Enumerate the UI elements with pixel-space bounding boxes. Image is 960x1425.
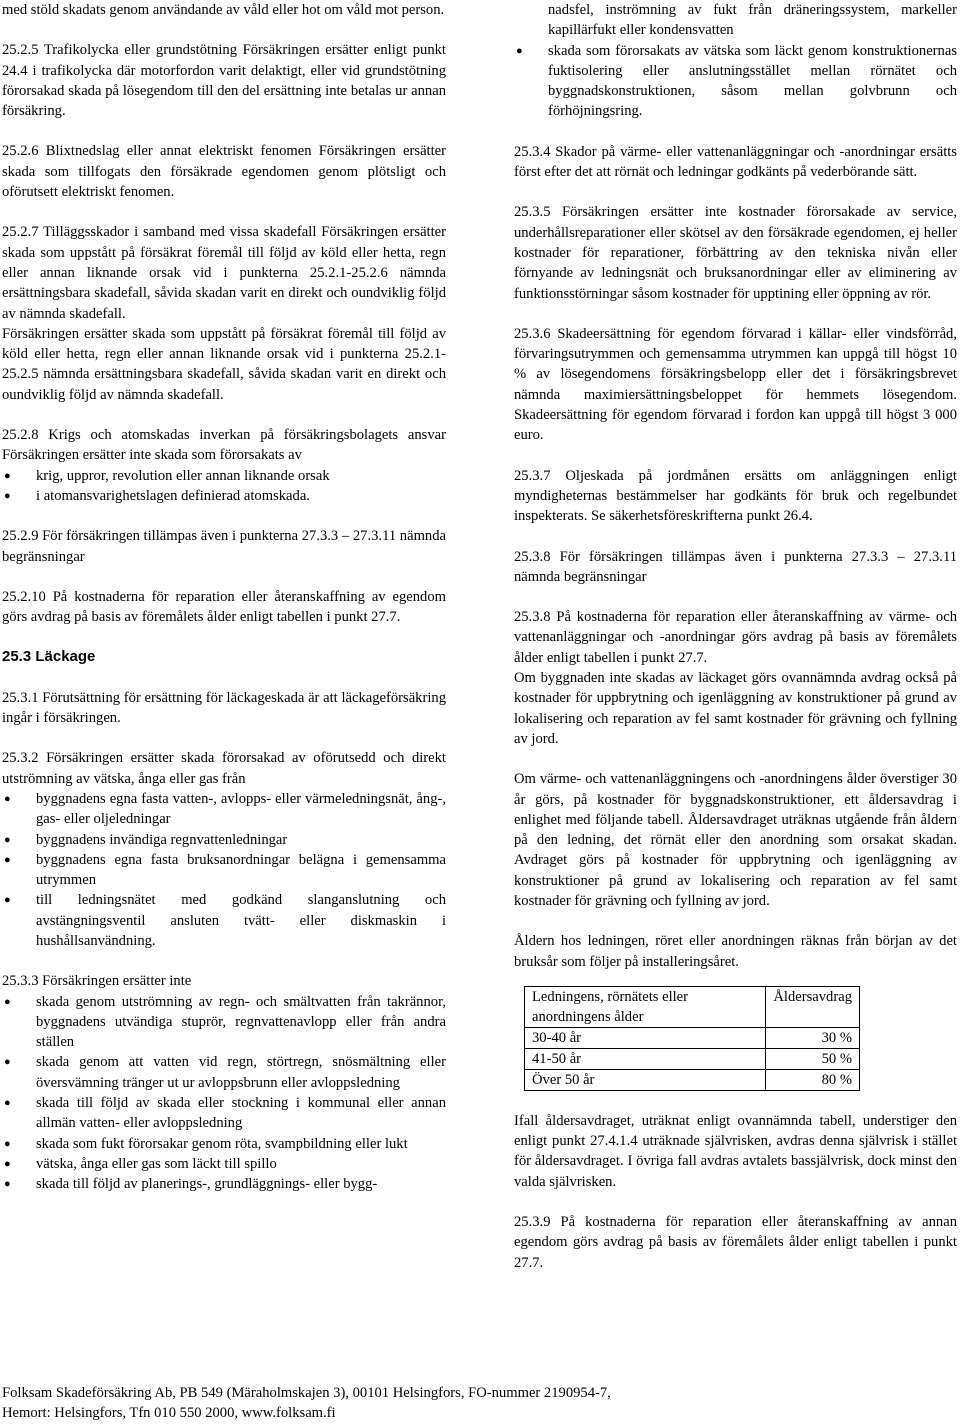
paragraph: 25.2.5 Trafikolycka eller grundstötning Försäkringen ersätter enligt punkt 24.4 i trafikolycka där motorfordon varit delaktigt, eller vid grundstötning förorsakad skada på lösegendom till den del ersättning inte betalas ur annan försäkring. [2,42,446,120]
bullet-list [2,992,446,1195]
table-cell: 30 % [766,1027,860,1048]
list-item: ● skada som förorsakats av vätska som läckt genom konstruktionernas fuktisolering eller anslutningsstället mellan rörnätet och byggnadskonstruktionen, såsom mellan golvbrunn och förhöjningsring. [514,41,957,122]
paragraph: 25.3.5 Försäkringen ersätter inte kostnader förorsakade av service, underhållsreparationer eller skötsel av den försäkrade egendomen, ej heller kostnader för reparationer, förbättring av den tekniska nivån eller förnyande av ledningsnät och bruksanordningar eller av eliminering av funktionsstörningar såsom kostnader för upptining eller öppning av rör. [514,204,957,302]
list-item: ● skada genom utströmning av regn- och smältvatten från takrännor, byggnadens utvändiga stuprör, regnvattenavlopp eller från andra ställen [2,992,446,1053]
paragraph: 25.3.4 Skador på värme- eller vattenanläggningar och -anordningar ersätts först efter det att rörnät och ledningar godkänts på vederbörande sätt. [514,143,957,181]
paragraph: 25.3.7 Oljeskada på jordmånen ersätts om anläggningen enligt myndigheternas bestämmelser har godkänts för bruk och regelbundet inspekterats. Se säkerhetsföreskrifterna punkt 26.4. [514,467,957,525]
paragraph: 25.3.6 Skadeersättning för egendom förvarad i källar- eller vindsförråd, förvaringsutrymmen och gemensamma utrymmen kan uppgå till högst 10 % av lösegendomens försäkringsbelopp eller det i försäkringsbrevet nämnda maximiersättningsbeloppet för hemmets lösegendom. Skadeersättning för egendom förvarad i fordon kan uppgå till högst 3 000 euro. [514,325,957,444]
list-item: ● vätska, ånga eller gas som läckt till spillo [2,1154,446,1174]
table-header-row [525,986,860,1027]
paragraph: Om värme- och vattenanläggningens och -anordningens ålder överstiger 30 år görs, på kostnader för byggnadskonstruktioner, ett åldersavdrag i enlighet med följande tabell. Åldersavdraget uträknas utgående från åldern på den ledning, det rörnät eller den anordning som orsakat skadan. Avdraget görs på kostnader för uppbrytning och igenläggning av konstruktioner på grund av lokalisering och reparation av fel samt kostnader för grävning och fyllning av jord. [514,771,957,909]
table-cell: 41-50 år [525,1048,766,1069]
paragraph: 25.3.8 För försäkringen tillämpas även i punkterna 27.3.3 – 27.3.11 nämnda begränsningar [514,548,957,585]
bullet-list [2,789,446,951]
paragraph: 25.2.9 För försäkringen tillämpas även i punkterna 27.3.3 – 27.3.11 nämnda begränsningar [2,528,446,565]
age-deduction-table [524,986,860,1091]
paragraph: Försäkringen ersätter skada som uppstått på försäkrat föremål till följd av köld eller hetta, regn eller annan liknande orsak vid i punkterna 25.2.1-25.2.5 nämnda ersättningsbara skadefall, såvida skadan varit en direkt och oundviklig följd av nämnda skadefall. [2,325,446,403]
paragraph: 25.3.3 Försäkringen ersätter inte [2,973,192,990]
table-cell: Över 50 år [525,1069,766,1090]
list-item: ● skada till följd av planerings-, grundläggnings- eller bygg- [2,1174,446,1194]
section-heading: 25.3 Läckage [2,648,96,666]
paragraph: 25.2.10 På kostnaderna för reparation eller återanskaffning av egendom görs avdrag på basis av föremålets ålder enligt tabellen i punkt 27.7. [2,588,446,626]
paragraph: Ifall åldersavdraget, uträknat enligt ovannämnda tabell, understiger den enligt punkt 27.4.1.4 uträknade självrisken, avdras denna självrisk i stället för åldersavdraget. I övriga fall avdras avtalets bassjälvrisk, dock minst den valda självrisken. [514,1112,957,1190]
paragraph: 25.2.8 Krigs och atomskadas inverkan på försäkringsbolagets ansvar Försäkringen ersätter inte skada som förorsakats av [2,427,446,464]
bullet-list [2,466,446,507]
paragraph: nadsfel, inströmning av fukt från dräneringssystem, markeller kapillärfukt eller kondensvatten [548,2,957,39]
table-cell: 80 % [766,1069,860,1090]
table-header-cell: Ledningens, rörnätets eller anordningens ålder [525,986,766,1027]
paragraph: Om byggnaden inte skadas av läckaget görs ovannämnda avdrag också på kostnader för uppbrytning och igenläggning av konstruktioner på grund av lokalisering och reparation av fel samt kostnader för grävning och fyllning av jord. [514,670,957,747]
table-row [525,1069,860,1090]
paragraph: 25.2.6 Blixtnedslag eller annat elektriskt fenomen Försäkringen ersätter skada som tillfogats den försäkrade egendomen genom plötsligt och oförutsett elektriskt fenomen. [2,143,446,201]
left-column [2,0,446,1195]
paragraph: Åldern hos ledningen, röret eller anordningen räknas från början av det bruksår som följer på installeringsåret. [514,933,957,970]
paragraph: 25.2.7 Tilläggsskador i samband med vissa skadefall Försäkringen ersätter skada som uppstått på försäkrat föremål till följd av köld eller hetta, regn eller annan liknande orsak vid i punkterna 25.2.1-25.2.6 nämnda ersättningsbara skadefall, såvida skadan varit en direkt och oundviklig följd av nämnda skadefall. [2,224,446,322]
right-column [514,0,957,1293]
paragraph: 25.3.1 Förutsättning för ersättning för läckageskada är att läckageförsäkring ingår i försäkringen. [2,689,446,727]
table-row [525,1027,860,1048]
list-item: ● skada genom att vatten vid regn, störtregn, snösmältning eller översvämning tränger ut ur avloppsbrunn eller avloppsledning [2,1052,446,1093]
table-cell: 30-40 år [525,1027,766,1048]
list-item: ● byggnadens invändiga regnvattenledningar [2,830,446,850]
list-item: ● i atomansvarighetslagen definierad atomskada. [2,486,446,506]
page-footer [2,1383,957,1423]
table-cell: 50 % [766,1048,860,1069]
list-item: ● skada till följd av skada eller stockning i kommunal eller annan allmän vatten- eller avloppsledning [2,1093,446,1134]
list-item: ● skada som fukt förorsakar genom röta, svampbildning eller lukt [2,1134,446,1154]
table-row [525,1048,860,1069]
list-item: ● krig, uppror, revolution eller annan liknande orsak [2,466,446,486]
paragraph: 25.3.8 På kostnaderna för reparation eller återanskaffning av värme- och vattenanläggningar och -anordningar görs avdrag på basis av föremålets ålder enligt tabellen i punkt 27.7. [514,609,957,666]
paragraph: 25.3.9 På kostnaderna för reparation eller återanskaffning av annan egendom görs avdrag på basis av föremålets ålder enligt tabellen i punkt 27.7. [514,1214,957,1271]
list-item: ● byggnadens egna fasta bruksanordningar belägna i gemensamma utrymmen [2,850,446,891]
list-item: ● till ledningsnätet med godkänd slanganslutning och avstängningsventil ansluten tvätt- eller diskmaskin i hushållsanvändning. [2,890,446,951]
footer-line: Folksam Skadeförsäkring Ab, PB 549 (Märaholmskajen 3), 00101 Helsingfors, FO-nummer 2190954-7, [2,1385,611,1401]
footer-line: Hemort: Helsingfors, Tfn 010 550 2000, www.folksam.fi [2,1405,336,1421]
paragraph: 25.3.2 Försäkringen ersätter skada förorsakad av oförutsedd och direkt utströmning av vätska, ånga eller gas från [2,750,446,787]
list-item: ● byggnadens egna fasta vatten-, avlopps- eller värmeledningsnät, ång-, gas- eller oljeledningar [2,789,446,830]
paragraph: med stöld skadats genom användande av våld eller hot om våld mot person. [2,2,445,18]
table-header-cell: Åldersavdrag [766,986,860,1027]
bullet-list [514,41,957,122]
